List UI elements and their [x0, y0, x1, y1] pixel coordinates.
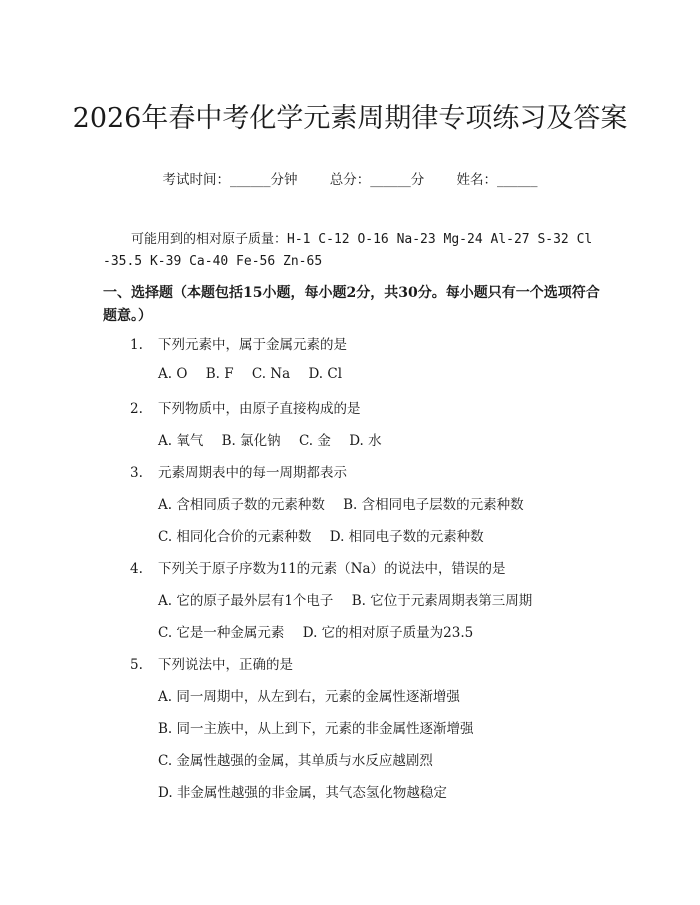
option-b: B. F: [205, 366, 234, 382]
option-d: D. 相同电子数的元素种数: [329, 529, 484, 545]
option-row: [158, 589, 546, 609]
question-number: 5.: [130, 657, 143, 673]
exam-name: 姓名：______: [456, 172, 538, 188]
option-a: A. 它的原子最外层有1个电子: [158, 593, 334, 609]
option-c: C. 它是一种金属元素: [158, 625, 285, 641]
option-row: [158, 525, 498, 545]
exam-score: 总分：______分: [329, 172, 425, 188]
question-number: 3.: [130, 465, 143, 481]
option-d: D. 它的相对原子质量为23.5: [302, 625, 474, 641]
question-text: 下列说法中，正确的是: [158, 657, 293, 673]
question-stem: [130, 461, 347, 481]
option-b: B. 氯化钠: [221, 433, 281, 449]
exam-time: 考试时间：______分钟: [162, 172, 298, 188]
option-d: D. Cl: [308, 366, 343, 382]
atomic-masses: 可能用到的相对原子质量：H-1 C-12 O-16 Na-23 Mg-24 Al-27 S-32 Cl-35.5 K-39 Ca-40 Fe-56 Zn-65: [103, 232, 593, 269]
option-a: A. 同一周期中，从左到右，元素的金属性逐渐增强: [158, 689, 460, 705]
question-text: 下列物质中，由原子直接构成的是: [158, 401, 361, 417]
option-d: D. 水: [349, 433, 382, 449]
section-heading: 一、选择题（本题包括15小题，每小题2分，共30分。每小题只有一个选项符合题意。）: [103, 285, 600, 324]
question-number: 2.: [130, 401, 143, 417]
option-row: [158, 493, 538, 513]
option-c: C. Na: [251, 366, 291, 382]
question-stem: [130, 397, 361, 417]
option-a: A. O: [158, 366, 188, 382]
option-row: [158, 621, 487, 641]
option-row: [158, 429, 396, 449]
question-text: 元素周期表中的每一周期都表示: [158, 465, 347, 481]
option-b: B. 它位于元素周期表第三周期: [351, 593, 533, 609]
option-b: B. 同一主族中，从上到下，元素的非金属性逐渐增强: [158, 721, 474, 737]
option-c: C. 金: [298, 433, 331, 449]
exam-meta: [0, 168, 700, 188]
question-stem: [130, 333, 347, 353]
option-c: C. 相同化合价的元素种数: [158, 529, 312, 545]
option-a: A. 含相同质子数的元素种数: [158, 497, 325, 513]
option-c: C. 金属性越强的金属，其单质与水反应越剧烈: [158, 753, 433, 769]
question-stem: [130, 557, 506, 577]
option-b: B. 含相同电子层数的元素种数: [343, 497, 524, 513]
option-a: A. 氧气: [158, 433, 204, 449]
question-text: 下列关于原子序数为11的元素（Na）的说法中，错误的是: [158, 561, 506, 577]
question-text: 下列元素中，属于金属元素的是: [158, 337, 347, 353]
option-row: [158, 366, 356, 382]
page-title: 2026年春中考化学元素周期律专项练习及答案: [72, 103, 628, 135]
question-number: 1.: [130, 337, 143, 353]
option-d: D. 非金属性越强的非金属，其气态氢化物越稳定: [158, 785, 447, 801]
question-stem: [130, 653, 293, 673]
question-number: 4.: [130, 561, 143, 577]
